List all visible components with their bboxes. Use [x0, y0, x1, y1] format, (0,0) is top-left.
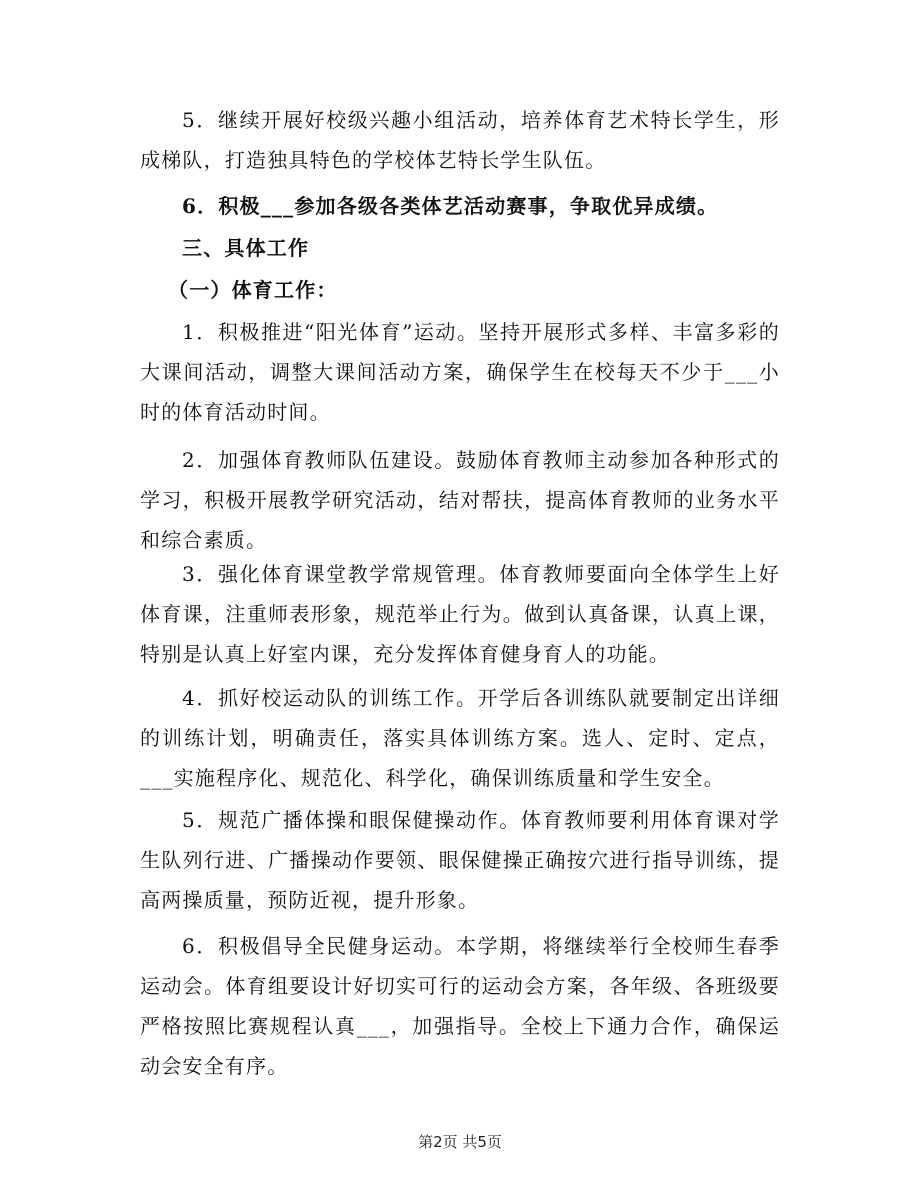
paragraph-item-5 [140, 100, 780, 180]
paragraph-text: 4．抓好校运动队的训练工作。开学后各训练队就要制定出详细的训练计划，明确责任，落实具体训练方案。选人、定时、定点，___实施程序化、规范化、科学化，确保训练质量和学生安全。 [140, 686, 780, 790]
paragraph-text: 5．规范广播体操和眼保健操动作。体育教师要利用体育课对学生队列行进、广播操动作要领、眼保健操正确按穴进行指导训练，提高两操质量，预防近视，提升形象。 [140, 808, 780, 912]
page-number: 第2页 共5页 [418, 1133, 502, 1151]
heading-text: （一）体育工作： [168, 278, 338, 302]
paragraph-text: 6．积极倡导全民健身运动。本学期，将继续举行全校师生春季运动会。体育组要设计好切实可行的运动会方案，各年级、各班级要严格按照比赛规程认真___，加强指导。全校上下通力合作，确保运动会安全有序。 [140, 934, 780, 1078]
subsection-heading [140, 270, 780, 310]
paragraph-text: 2．加强体育教师队伍建设。鼓励体育教师主动参加各种形式的学习，积极开展教学研究活动，结对帮扶，提高体育教师的业务水平和综合素质。 [140, 448, 780, 552]
paragraph-text: 1．积极推进“阳光体育”运动。坚持开展形式多样、丰富多彩的大课间活动，调整大课间活动方案，确保学生在校每天不少于___小时的体育活动时间。 [140, 320, 780, 424]
paragraph-pe-2 [140, 440, 780, 560]
section-heading [140, 228, 780, 268]
paragraph-text: 5．继续开展好校级兴趣小组活动，培养体育艺术特长学生，形成梯队，打造独具特色的学校体艺特长学生队伍。 [140, 108, 780, 172]
heading-text: 三、具体工作 [182, 236, 310, 260]
paragraph-pe-1 [140, 312, 780, 432]
paragraph-pe-4 [140, 678, 780, 798]
paragraph-text: 3．强化体育课堂教学常规管理。体育教师要面向全体学生上好体育课，注重师表形象，规范举止行为。做到认真备课，认真上课，特别是认真上好室内课，充分发挥体育健身育人的功能。 [140, 562, 780, 666]
paragraph-pe-3 [140, 554, 780, 674]
paragraph-pe-6 [140, 926, 780, 1086]
paragraph-text: 6．积极___参加各级各类体艺活动赛事，争取优异成绩。 [182, 194, 719, 218]
paragraph-item-6-bold [140, 186, 780, 226]
paragraph-pe-5 [140, 800, 780, 920]
